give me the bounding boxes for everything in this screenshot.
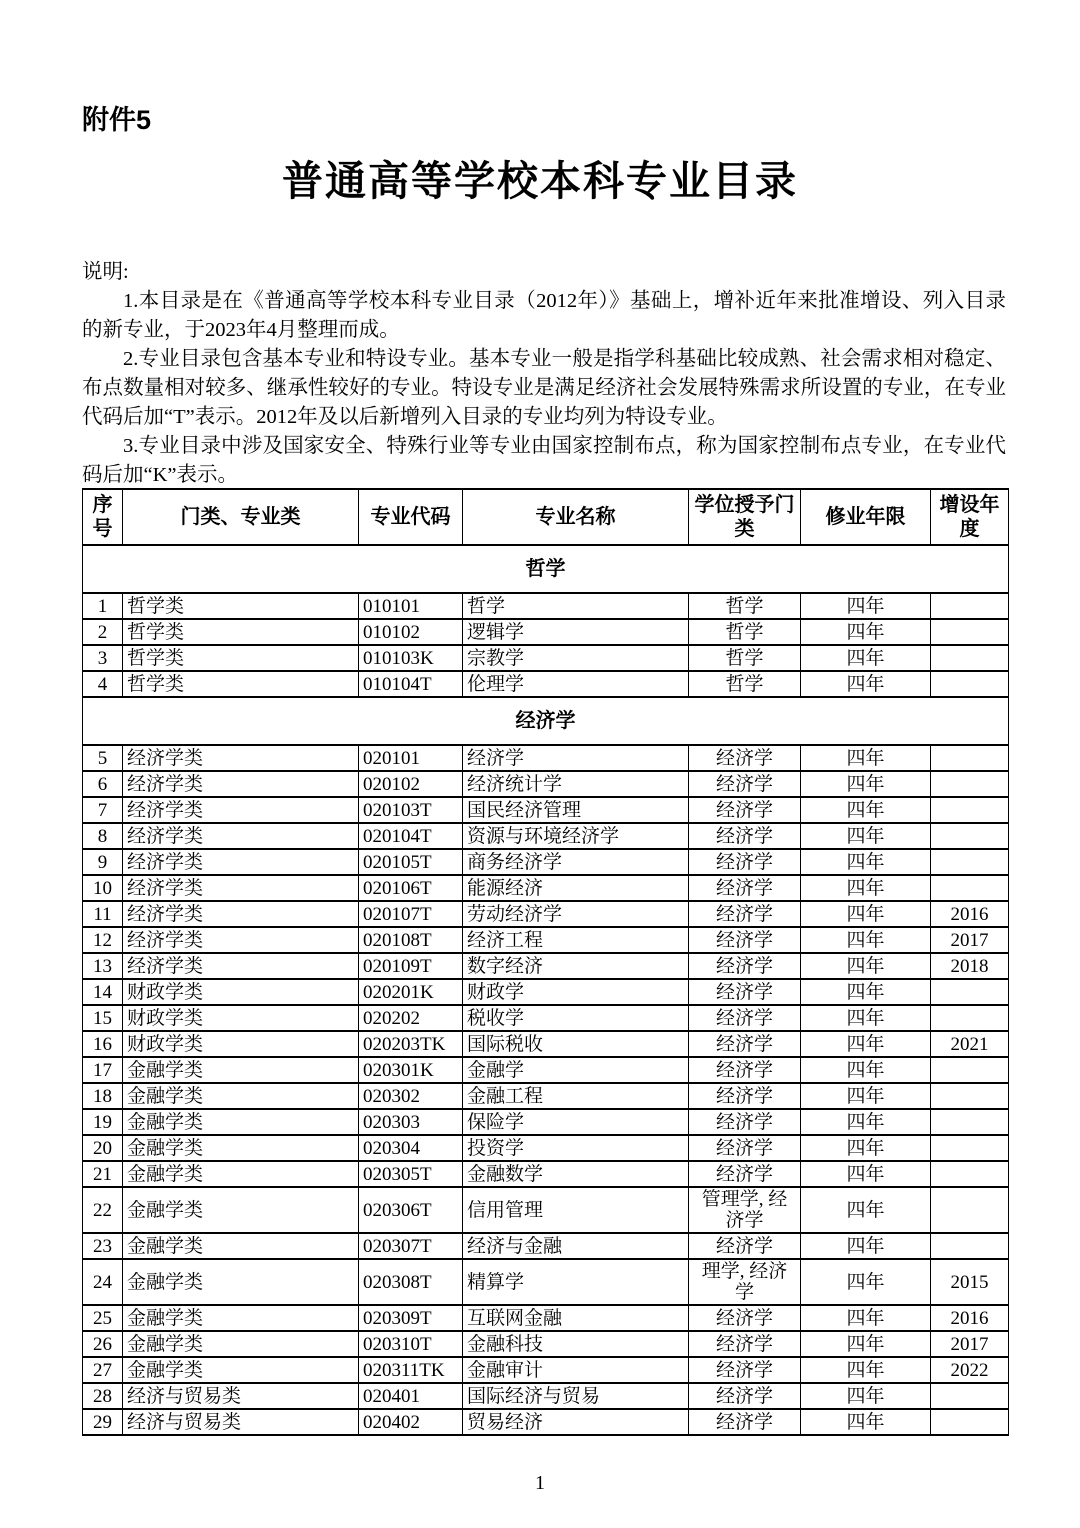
table-row bbox=[83, 875, 1009, 901]
table-row bbox=[83, 1305, 1009, 1331]
year-added-cell bbox=[931, 1233, 1009, 1259]
degree-type-cell: 经济学 bbox=[689, 1409, 801, 1435]
major-code-cell: 010101 bbox=[359, 593, 463, 619]
header-major-code: 专业代码 bbox=[359, 489, 463, 545]
major-code-cell: 020304 bbox=[359, 1135, 463, 1161]
year-added-cell: 2016 bbox=[931, 1305, 1009, 1331]
study-duration-cell: 四年 bbox=[801, 1305, 931, 1331]
degree-type-cell: 经济学 bbox=[689, 1057, 801, 1083]
major-name-cell: 宗教学 bbox=[463, 645, 689, 671]
row-number-cell: 25 bbox=[83, 1305, 123, 1331]
major-name-cell: 金融数学 bbox=[463, 1161, 689, 1187]
category-cell: 财政学类 bbox=[123, 1031, 359, 1057]
year-added-cell bbox=[931, 1383, 1009, 1409]
degree-type-cell: 经济学 bbox=[689, 849, 801, 875]
degree-type-cell: 经济学 bbox=[689, 1161, 801, 1187]
section-label: 哲学 bbox=[83, 545, 1009, 593]
row-number-cell: 18 bbox=[83, 1083, 123, 1109]
table-row bbox=[83, 797, 1009, 823]
row-number-cell: 15 bbox=[83, 1005, 123, 1031]
category-cell: 金融学类 bbox=[123, 1161, 359, 1187]
category-cell: 财政学类 bbox=[123, 1005, 359, 1031]
degree-type-cell: 经济学 bbox=[689, 797, 801, 823]
major-code-cell: 020109T bbox=[359, 953, 463, 979]
year-added-cell: 2015 bbox=[931, 1259, 1009, 1305]
study-duration-cell: 四年 bbox=[801, 619, 931, 645]
year-added-cell bbox=[931, 1187, 1009, 1233]
year-added-cell: 2018 bbox=[931, 953, 1009, 979]
category-cell: 哲学类 bbox=[123, 593, 359, 619]
year-added-cell bbox=[931, 1161, 1009, 1187]
table-row bbox=[83, 901, 1009, 927]
major-name-cell: 金融学 bbox=[463, 1057, 689, 1083]
major-code-cell: 020203TK bbox=[359, 1031, 463, 1057]
category-cell: 金融学类 bbox=[123, 1233, 359, 1259]
category-cell: 经济学类 bbox=[123, 927, 359, 953]
category-cell: 经济学类 bbox=[123, 875, 359, 901]
major-code-cell: 020306T bbox=[359, 1187, 463, 1233]
year-added-cell: 2017 bbox=[931, 927, 1009, 953]
table-row bbox=[83, 823, 1009, 849]
major-name-cell: 信用管理 bbox=[463, 1187, 689, 1233]
section-row bbox=[83, 545, 1009, 593]
table-row bbox=[83, 745, 1009, 771]
row-number-cell: 8 bbox=[83, 823, 123, 849]
category-cell: 哲学类 bbox=[123, 645, 359, 671]
major-name-cell: 金融审计 bbox=[463, 1357, 689, 1383]
year-added-cell: 2016 bbox=[931, 901, 1009, 927]
major-code-cell: 010102 bbox=[359, 619, 463, 645]
year-added-cell bbox=[931, 1135, 1009, 1161]
header-year-added: 增设年度 bbox=[931, 489, 1009, 545]
major-code-cell: 010103K bbox=[359, 645, 463, 671]
category-cell: 经济学类 bbox=[123, 901, 359, 927]
study-duration-cell: 四年 bbox=[801, 849, 931, 875]
row-number-cell: 11 bbox=[83, 901, 123, 927]
degree-type-cell: 经济学 bbox=[689, 1331, 801, 1357]
header-category: 门类、专业类 bbox=[123, 489, 359, 545]
table-row bbox=[83, 1109, 1009, 1135]
study-duration-cell: 四年 bbox=[801, 979, 931, 1005]
major-code-cell: 020301K bbox=[359, 1057, 463, 1083]
degree-type-cell: 管理学, 经济学 bbox=[689, 1187, 801, 1233]
table-row bbox=[83, 771, 1009, 797]
year-added-cell bbox=[931, 1005, 1009, 1031]
year-added-cell bbox=[931, 979, 1009, 1005]
note-paragraph-3: 3.专业目录中涉及国家安全、特殊行业等专业由国家控制布点，称为国家控制布点专业，在专业代码后加“K”表示。 bbox=[82, 435, 1006, 486]
major-code-cell: 020108T bbox=[359, 927, 463, 953]
major-name-cell: 经济统计学 bbox=[463, 771, 689, 797]
major-code-cell: 020107T bbox=[359, 901, 463, 927]
table-row bbox=[83, 1031, 1009, 1057]
section-row bbox=[83, 697, 1009, 745]
table-row bbox=[83, 1161, 1009, 1187]
row-number-cell: 14 bbox=[83, 979, 123, 1005]
note-paragraph-1: 1.本目录是在《普通高等学校本科专业目录（2012年）》基础上，增补近年来批准增设、列入目录的新专业，于2023年4月整理而成。 bbox=[82, 290, 1006, 341]
major-name-cell: 投资学 bbox=[463, 1135, 689, 1161]
year-added-cell bbox=[931, 645, 1009, 671]
major-code-cell: 020310T bbox=[359, 1331, 463, 1357]
major-code-cell: 020311TK bbox=[359, 1357, 463, 1383]
major-code-cell: 020308T bbox=[359, 1259, 463, 1305]
study-duration-cell: 四年 bbox=[801, 1135, 931, 1161]
table-row bbox=[83, 671, 1009, 697]
major-name-cell: 金融工程 bbox=[463, 1083, 689, 1109]
category-cell: 经济学类 bbox=[123, 849, 359, 875]
major-name-cell: 互联网金融 bbox=[463, 1305, 689, 1331]
note-paragraph-2: 2.专业目录包含基本专业和特设专业。基本专业一般是指学科基础比较成熟、社会需求相对稳定、布点数量相对较多、继承性较好的专业。特设专业是满足经济社会发展特殊需求所设置的专业，在专业代码后加“T”表示。2012年及以后新增列入目录的专业均列为特设专业。 bbox=[82, 348, 1006, 428]
category-cell: 经济学类 bbox=[123, 797, 359, 823]
study-duration-cell: 四年 bbox=[801, 823, 931, 849]
degree-type-cell: 哲学 bbox=[689, 645, 801, 671]
category-cell: 金融学类 bbox=[123, 1259, 359, 1305]
study-duration-cell: 四年 bbox=[801, 1109, 931, 1135]
year-added-cell: 2022 bbox=[931, 1357, 1009, 1383]
study-duration-cell: 四年 bbox=[801, 745, 931, 771]
degree-type-cell: 经济学 bbox=[689, 1005, 801, 1031]
category-cell: 经济学类 bbox=[123, 745, 359, 771]
category-cell: 金融学类 bbox=[123, 1109, 359, 1135]
study-duration-cell: 四年 bbox=[801, 1233, 931, 1259]
category-cell: 经济学类 bbox=[123, 953, 359, 979]
table-row bbox=[83, 979, 1009, 1005]
category-cell: 经济与贸易类 bbox=[123, 1383, 359, 1409]
notes-section bbox=[82, 258, 1006, 490]
major-code-cell: 020106T bbox=[359, 875, 463, 901]
major-name-cell: 劳动经济学 bbox=[463, 901, 689, 927]
table-row bbox=[83, 1331, 1009, 1357]
notes-heading: 说明: bbox=[82, 261, 129, 283]
degree-type-cell: 经济学 bbox=[689, 1031, 801, 1057]
study-duration-cell: 四年 bbox=[801, 645, 931, 671]
table-row bbox=[83, 1005, 1009, 1031]
row-number-cell: 19 bbox=[83, 1109, 123, 1135]
major-name-cell: 资源与环境经济学 bbox=[463, 823, 689, 849]
major-code-cell: 020303 bbox=[359, 1109, 463, 1135]
study-duration-cell: 四年 bbox=[801, 1383, 931, 1409]
major-code-cell: 020302 bbox=[359, 1083, 463, 1109]
table-row bbox=[83, 619, 1009, 645]
study-duration-cell: 四年 bbox=[801, 1005, 931, 1031]
major-name-cell: 经济工程 bbox=[463, 927, 689, 953]
row-number-cell: 21 bbox=[83, 1161, 123, 1187]
category-cell: 金融学类 bbox=[123, 1187, 359, 1233]
majors-catalog-table bbox=[82, 488, 1009, 1436]
category-cell: 金融学类 bbox=[123, 1135, 359, 1161]
table-row bbox=[83, 1259, 1009, 1305]
degree-type-cell: 哲学 bbox=[689, 671, 801, 697]
major-code-cell: 020402 bbox=[359, 1409, 463, 1435]
row-number-cell: 26 bbox=[83, 1331, 123, 1357]
degree-type-cell: 经济学 bbox=[689, 953, 801, 979]
major-name-cell: 财政学 bbox=[463, 979, 689, 1005]
degree-type-cell: 经济学 bbox=[689, 745, 801, 771]
table-row bbox=[83, 1135, 1009, 1161]
table-row bbox=[83, 1083, 1009, 1109]
major-name-cell: 能源经济 bbox=[463, 875, 689, 901]
category-cell: 哲学类 bbox=[123, 671, 359, 697]
major-name-cell: 伦理学 bbox=[463, 671, 689, 697]
degree-type-cell: 哲学 bbox=[689, 619, 801, 645]
study-duration-cell: 四年 bbox=[801, 953, 931, 979]
major-code-cell: 020307T bbox=[359, 1233, 463, 1259]
major-code-cell: 020104T bbox=[359, 823, 463, 849]
page-number: 1 bbox=[535, 1472, 545, 1494]
degree-type-cell: 经济学 bbox=[689, 1083, 801, 1109]
row-number-cell: 27 bbox=[83, 1357, 123, 1383]
category-cell: 经济学类 bbox=[123, 771, 359, 797]
table-row bbox=[83, 1383, 1009, 1409]
row-number-cell: 20 bbox=[83, 1135, 123, 1161]
degree-type-cell: 理学, 经济学 bbox=[689, 1259, 801, 1305]
section-label: 经济学 bbox=[83, 697, 1009, 745]
major-name-cell: 逻辑学 bbox=[463, 619, 689, 645]
study-duration-cell: 四年 bbox=[801, 1259, 931, 1305]
year-added-cell bbox=[931, 1057, 1009, 1083]
study-duration-cell: 四年 bbox=[801, 1357, 931, 1383]
major-code-cell: 020201K bbox=[359, 979, 463, 1005]
degree-type-cell: 经济学 bbox=[689, 979, 801, 1005]
degree-type-cell: 哲学 bbox=[689, 593, 801, 619]
degree-type-cell: 经济学 bbox=[689, 1233, 801, 1259]
year-added-cell bbox=[931, 797, 1009, 823]
category-cell: 金融学类 bbox=[123, 1083, 359, 1109]
table-row bbox=[83, 927, 1009, 953]
table-row bbox=[83, 953, 1009, 979]
study-duration-cell: 四年 bbox=[801, 771, 931, 797]
year-added-cell: 2017 bbox=[931, 1331, 1009, 1357]
degree-type-cell: 经济学 bbox=[689, 1109, 801, 1135]
category-cell: 金融学类 bbox=[123, 1331, 359, 1357]
major-name-cell: 精算学 bbox=[463, 1259, 689, 1305]
study-duration-cell: 四年 bbox=[801, 1031, 931, 1057]
row-number-cell: 29 bbox=[83, 1409, 123, 1435]
row-number-cell: 13 bbox=[83, 953, 123, 979]
header-major-name: 专业名称 bbox=[463, 489, 689, 545]
category-cell: 金融学类 bbox=[123, 1357, 359, 1383]
study-duration-cell: 四年 bbox=[801, 1161, 931, 1187]
major-code-cell: 020305T bbox=[359, 1161, 463, 1187]
year-added-cell bbox=[931, 619, 1009, 645]
degree-type-cell: 经济学 bbox=[689, 927, 801, 953]
major-code-cell: 020202 bbox=[359, 1005, 463, 1031]
major-name-cell: 贸易经济 bbox=[463, 1409, 689, 1435]
row-number-cell: 23 bbox=[83, 1233, 123, 1259]
degree-type-cell: 经济学 bbox=[689, 771, 801, 797]
row-number-cell: 6 bbox=[83, 771, 123, 797]
category-cell: 金融学类 bbox=[123, 1305, 359, 1331]
major-code-cell: 020105T bbox=[359, 849, 463, 875]
study-duration-cell: 四年 bbox=[801, 927, 931, 953]
row-number-cell: 10 bbox=[83, 875, 123, 901]
major-code-cell: 020101 bbox=[359, 745, 463, 771]
major-name-cell: 数字经济 bbox=[463, 953, 689, 979]
category-cell: 经济学类 bbox=[123, 823, 359, 849]
header-serial-number: 序号 bbox=[83, 489, 123, 545]
row-number-cell: 9 bbox=[83, 849, 123, 875]
row-number-cell: 1 bbox=[83, 593, 123, 619]
table-row bbox=[83, 645, 1009, 671]
study-duration-cell: 四年 bbox=[801, 671, 931, 697]
row-number-cell: 5 bbox=[83, 745, 123, 771]
row-number-cell: 24 bbox=[83, 1259, 123, 1305]
study-duration-cell: 四年 bbox=[801, 797, 931, 823]
study-duration-cell: 四年 bbox=[801, 1331, 931, 1357]
major-name-cell: 国际经济与贸易 bbox=[463, 1383, 689, 1409]
year-added-cell bbox=[931, 745, 1009, 771]
row-number-cell: 28 bbox=[83, 1383, 123, 1409]
study-duration-cell: 四年 bbox=[801, 875, 931, 901]
study-duration-cell: 四年 bbox=[801, 1409, 931, 1435]
year-added-cell bbox=[931, 875, 1009, 901]
degree-type-cell: 经济学 bbox=[689, 1305, 801, 1331]
year-added-cell bbox=[931, 1409, 1009, 1435]
category-cell: 哲学类 bbox=[123, 619, 359, 645]
degree-type-cell: 经济学 bbox=[689, 823, 801, 849]
table-row bbox=[83, 1357, 1009, 1383]
year-added-cell: 2021 bbox=[931, 1031, 1009, 1057]
year-added-cell bbox=[931, 1083, 1009, 1109]
row-number-cell: 4 bbox=[83, 671, 123, 697]
degree-type-cell: 经济学 bbox=[689, 901, 801, 927]
row-number-cell: 3 bbox=[83, 645, 123, 671]
row-number-cell: 12 bbox=[83, 927, 123, 953]
major-name-cell: 金融科技 bbox=[463, 1331, 689, 1357]
major-code-cell: 020102 bbox=[359, 771, 463, 797]
major-code-cell: 020103T bbox=[359, 797, 463, 823]
major-name-cell: 经济学 bbox=[463, 745, 689, 771]
study-duration-cell: 四年 bbox=[801, 593, 931, 619]
header-degree-type: 学位授予门类 bbox=[689, 489, 801, 545]
degree-type-cell: 经济学 bbox=[689, 1383, 801, 1409]
table-row bbox=[83, 1233, 1009, 1259]
major-code-cell: 020401 bbox=[359, 1383, 463, 1409]
year-added-cell bbox=[931, 771, 1009, 797]
degree-type-cell: 经济学 bbox=[689, 875, 801, 901]
table-header-row bbox=[83, 489, 1009, 545]
table-row bbox=[83, 1057, 1009, 1083]
category-cell: 经济与贸易类 bbox=[123, 1409, 359, 1435]
attachment-label: 附件5 bbox=[82, 105, 152, 135]
row-number-cell: 22 bbox=[83, 1187, 123, 1233]
major-name-cell: 哲学 bbox=[463, 593, 689, 619]
table-row bbox=[83, 593, 1009, 619]
table-row bbox=[83, 1187, 1009, 1233]
category-cell: 财政学类 bbox=[123, 979, 359, 1005]
year-added-cell bbox=[931, 823, 1009, 849]
study-duration-cell: 四年 bbox=[801, 1083, 931, 1109]
major-name-cell: 经济与金融 bbox=[463, 1233, 689, 1259]
year-added-cell bbox=[931, 593, 1009, 619]
major-name-cell: 国际税收 bbox=[463, 1031, 689, 1057]
year-added-cell bbox=[931, 849, 1009, 875]
major-code-cell: 010104T bbox=[359, 671, 463, 697]
table-row bbox=[83, 1409, 1009, 1435]
degree-type-cell: 经济学 bbox=[689, 1135, 801, 1161]
major-name-cell: 保险学 bbox=[463, 1109, 689, 1135]
major-name-cell: 税收学 bbox=[463, 1005, 689, 1031]
row-number-cell: 16 bbox=[83, 1031, 123, 1057]
major-code-cell: 020309T bbox=[359, 1305, 463, 1331]
major-name-cell: 商务经济学 bbox=[463, 849, 689, 875]
row-number-cell: 2 bbox=[83, 619, 123, 645]
year-added-cell bbox=[931, 1109, 1009, 1135]
study-duration-cell: 四年 bbox=[801, 901, 931, 927]
study-duration-cell: 四年 bbox=[801, 1187, 931, 1233]
year-added-cell bbox=[931, 671, 1009, 697]
row-number-cell: 7 bbox=[83, 797, 123, 823]
category-cell: 金融学类 bbox=[123, 1057, 359, 1083]
degree-type-cell: 经济学 bbox=[689, 1357, 801, 1383]
header-study-duration: 修业年限 bbox=[801, 489, 931, 545]
major-name-cell: 国民经济管理 bbox=[463, 797, 689, 823]
page-title: 普通高等学校本科专业目录 bbox=[282, 158, 798, 204]
row-number-cell: 17 bbox=[83, 1057, 123, 1083]
table-row bbox=[83, 849, 1009, 875]
study-duration-cell: 四年 bbox=[801, 1057, 931, 1083]
